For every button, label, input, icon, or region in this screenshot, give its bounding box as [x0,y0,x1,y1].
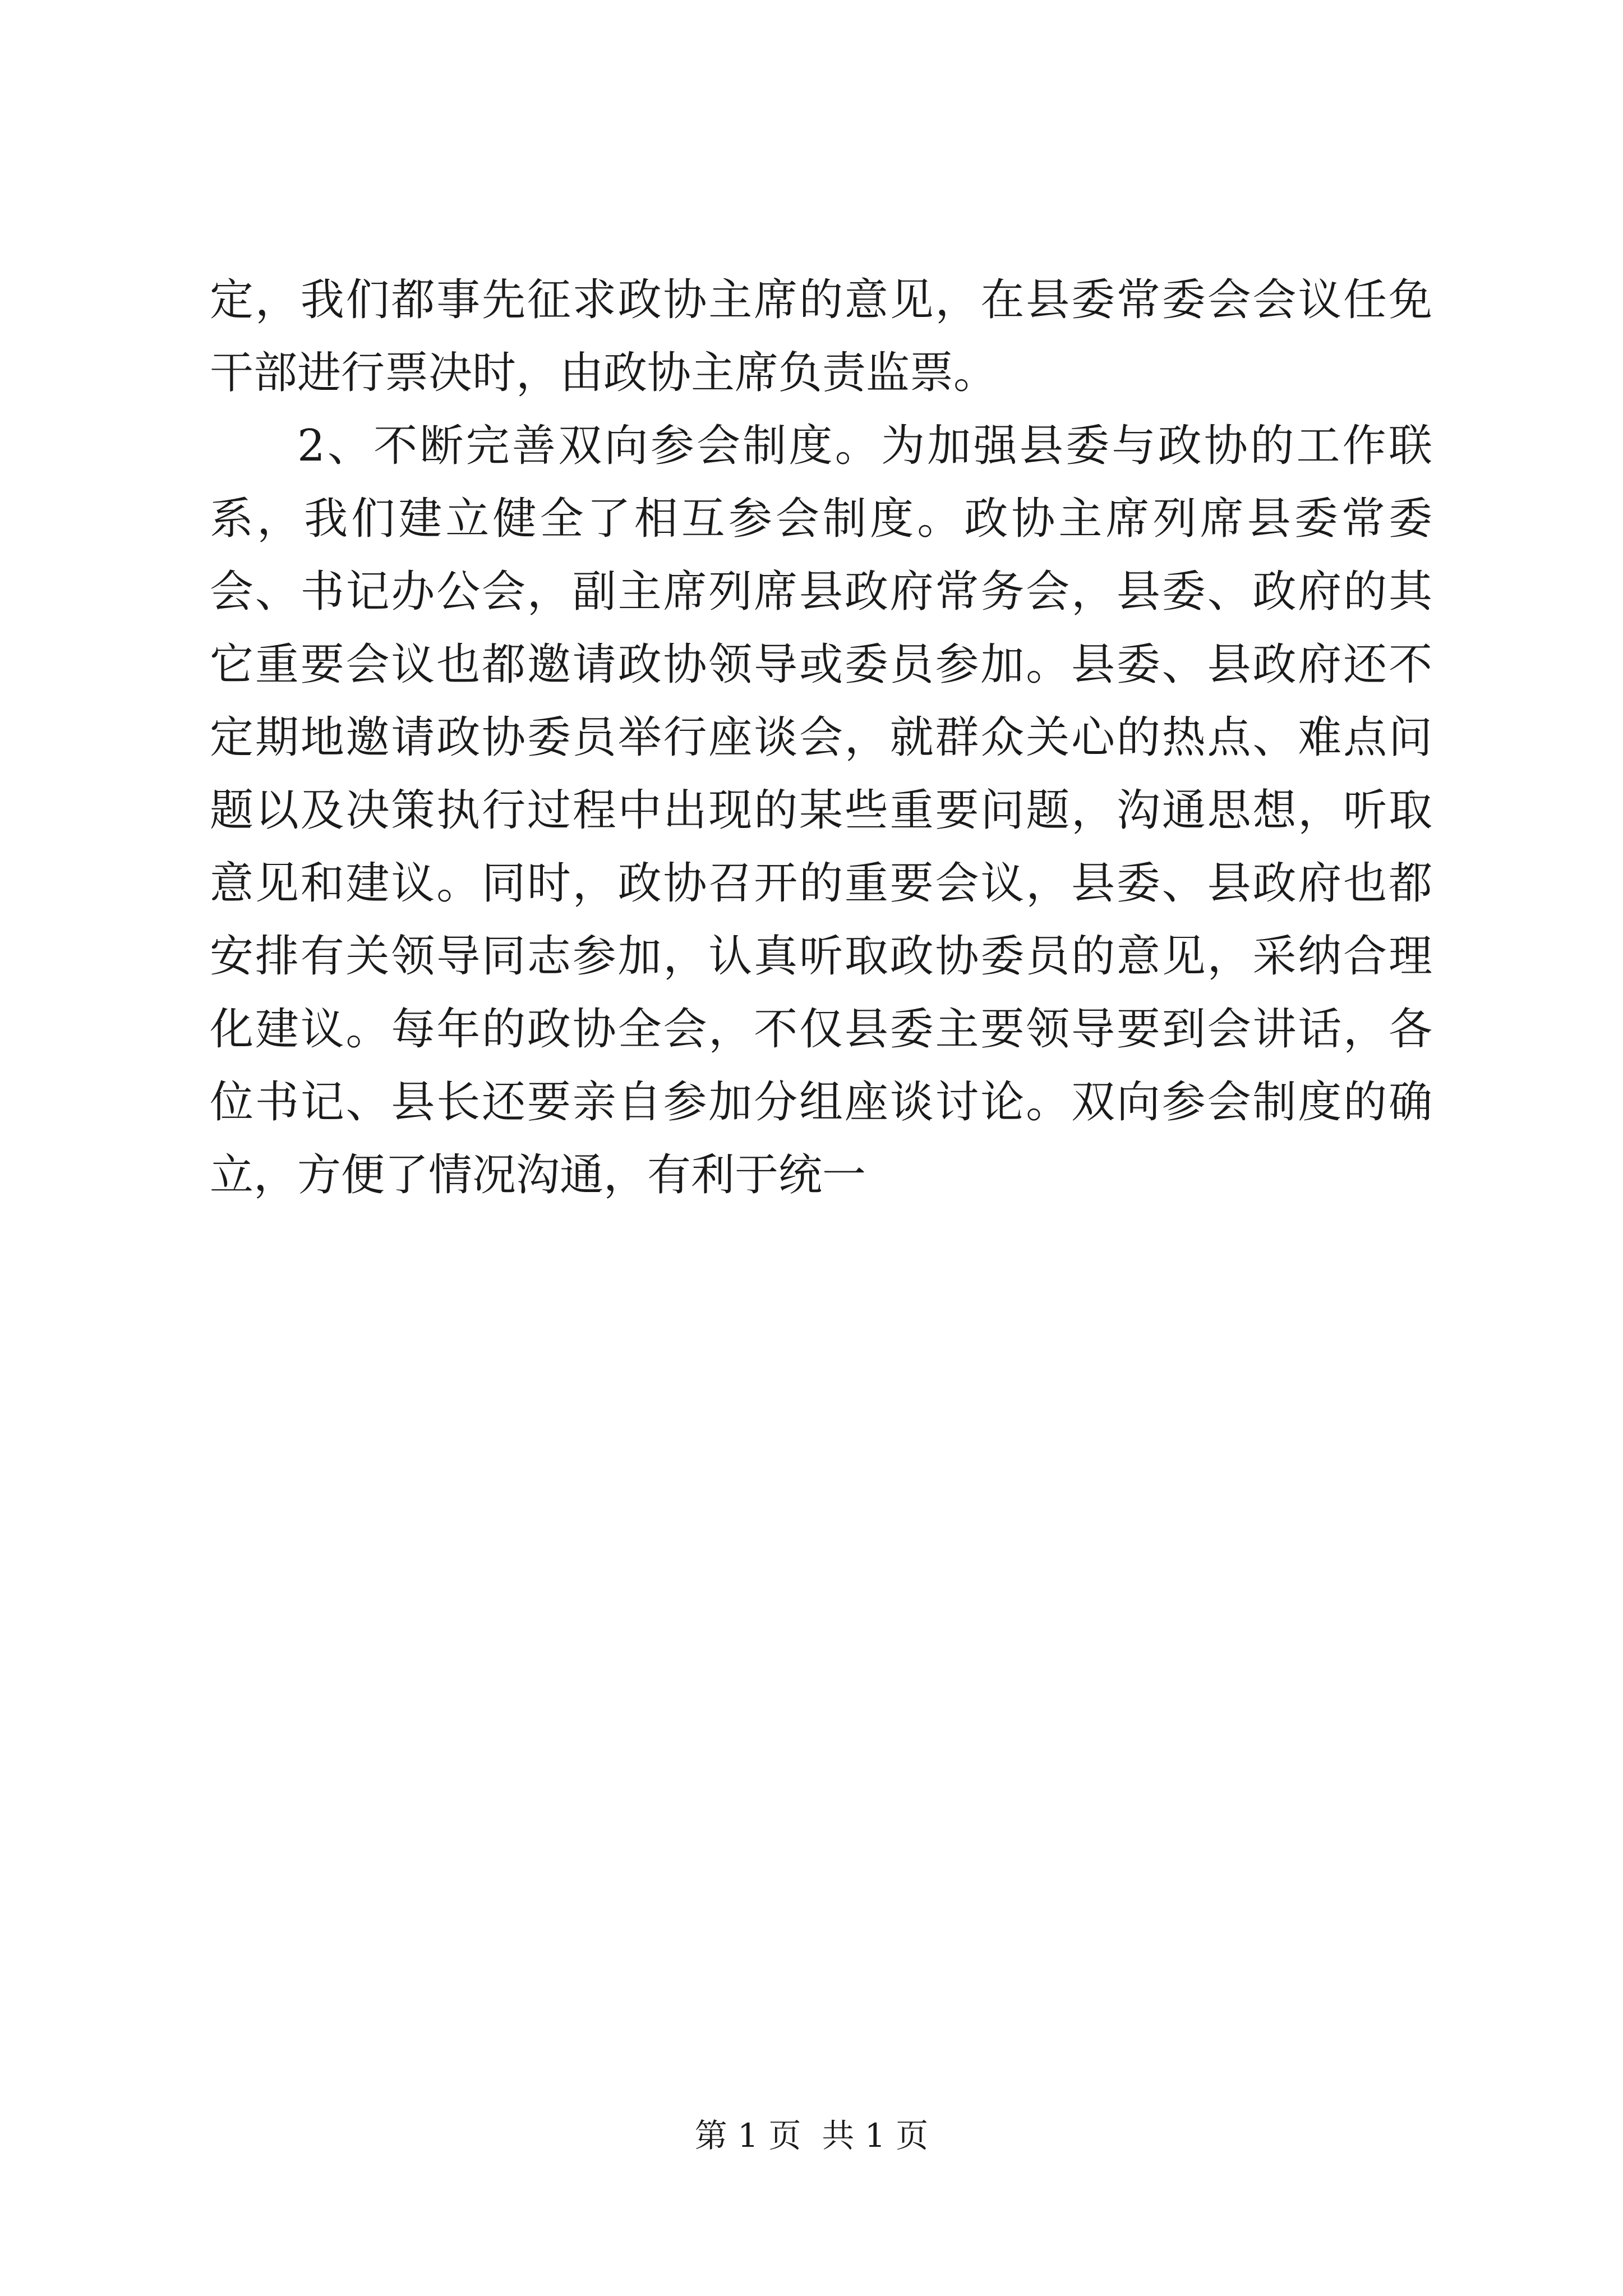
document-body [210,264,1432,1212]
page-number-footer: 第 1 页 共 1 页 [694,2116,929,2155]
paragraph-continuation: 定，我们都事先征求政协主席的意见，在县委常委会会议任免干部进行票决时，由政协主席负责监票。 [210,275,1432,398]
paragraph-section-2: 2、不断完善双向参会制度。为加强县委与政协的工作联系，我们建立健全了相互参会制度。政协主席列席县委常委会、书记办公会，副主席列席县政府常务会，县委、政府的其它重要会议也都邀请政协领导或委员参加。县委、县政府还不定期地邀请政协委员举行座谈会，就群众关心的热点、难点问题以及决策执行过程中出现的某些重要问题，沟通思想，听取意见和建议。同时，政协召开的重要会议，县委、县政府也都安排有关领导同志参加，认真听取政协委员的意见，采纳合理化建议。每年的政协全会，不仅县委主要领导要到会讲话，各位书记、县长还要亲自参加分组座谈讨论。双向参会制度的确立，方便了情况沟通，有利于统一 [210,421,1432,1200]
